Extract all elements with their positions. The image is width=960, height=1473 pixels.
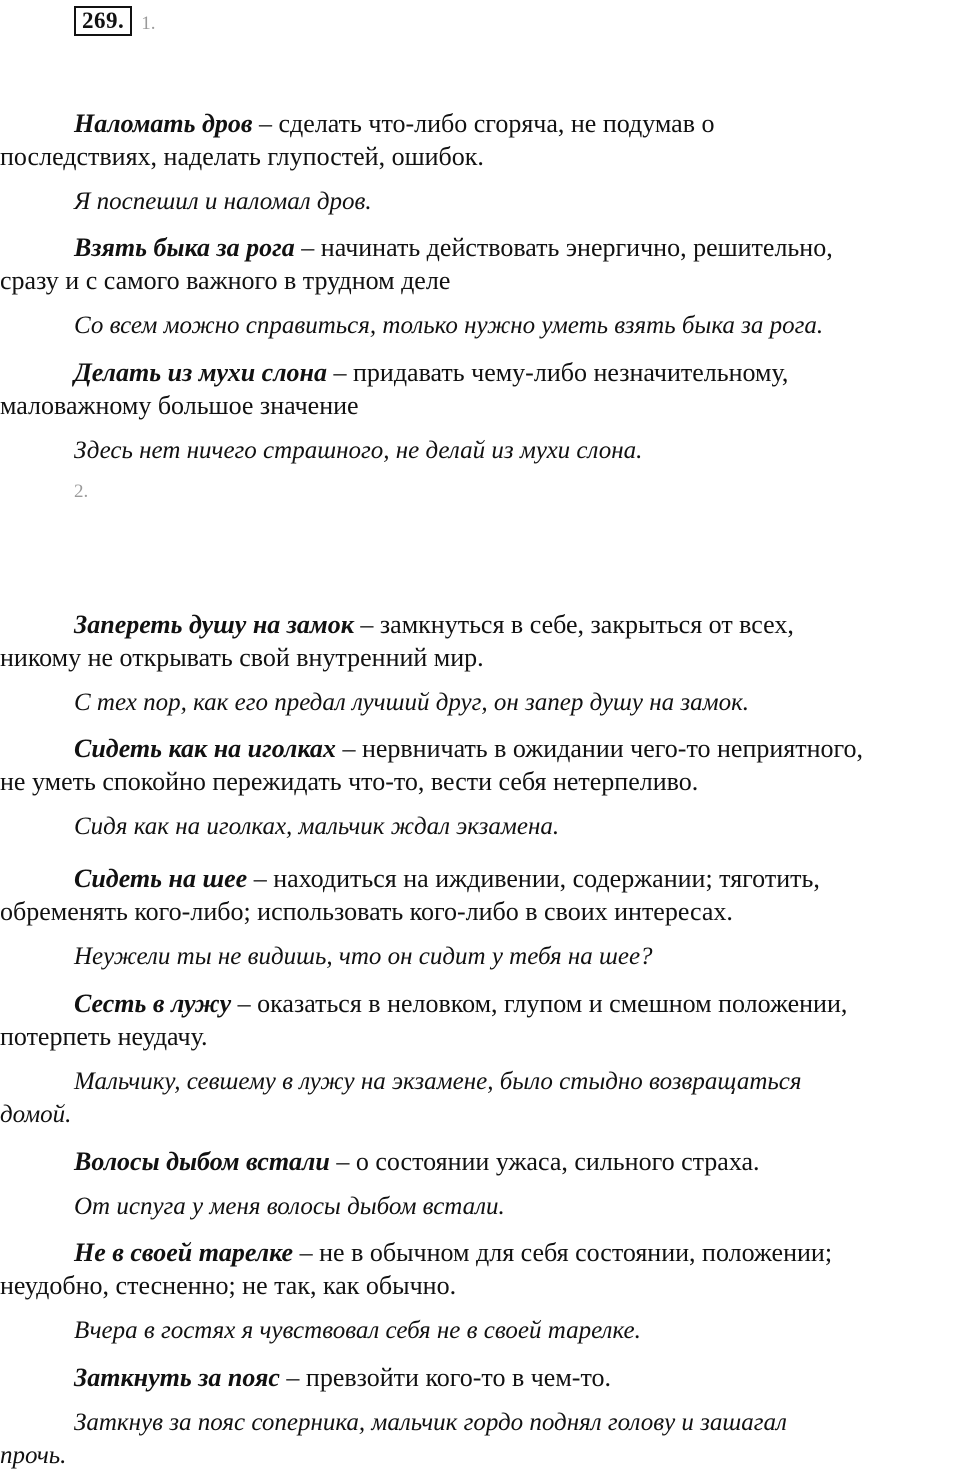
- idiom-term: Заткнуть за пояс: [74, 1363, 280, 1392]
- definition-text: – сделать что-либо сгоряча, не подумав о: [252, 109, 715, 138]
- definition-text-cont: последствиях, наделать глупостей, ошибок.: [0, 142, 484, 171]
- definition-text: – находиться на иждивении, содержании; тяготить,: [247, 864, 820, 893]
- definition-text-cont: никому не открывать свой внутренний мир.: [0, 643, 484, 672]
- exercise-header: [74, 6, 156, 36]
- idiom-entry: [0, 732, 960, 843]
- example-text-cont: домой.: [0, 1101, 72, 1128]
- part-2-marker: 2.: [74, 481, 89, 502]
- idiom-definition: [0, 987, 960, 1053]
- definition-text-cont: обременять кого-либо; использовать кого-либо в своих интересах.: [0, 897, 733, 926]
- idiom-term: Волосы дыбом встали: [74, 1147, 330, 1176]
- definition-text: – о состоянии ужаса, сильного страха.: [329, 1147, 760, 1176]
- idiom-example: Сидя как на иголках, мальчик ждал экзамена.: [74, 813, 560, 840]
- idiom-term: Сесть в лужу: [74, 989, 232, 1018]
- example-text-cont: прочь.: [0, 1442, 67, 1469]
- idiom-entry: [0, 231, 960, 342]
- idiom-entry: [0, 1145, 960, 1223]
- exercise-number-box: 269.: [74, 6, 132, 36]
- definition-text-cont: потерпеть неудачу.: [0, 1022, 208, 1051]
- idiom-example: С тех пор, как его предал лучший друг, он запер душу на замок.: [74, 689, 750, 716]
- idiom-example: Вчера в гостях я чувствовал себя не в своей тарелке.: [74, 1317, 641, 1344]
- idiom-definition: [0, 231, 960, 297]
- idiom-example: [0, 1406, 960, 1472]
- idiom-entry: [0, 1236, 960, 1347]
- idiom-entry: [0, 862, 960, 973]
- definition-text: – замкнуться в себе, закрыться от всех,: [353, 610, 794, 639]
- definition-text: – не в обычном для себя состоянии, положении;: [293, 1238, 833, 1267]
- idiom-term: Сидеть на шее: [74, 864, 248, 893]
- idiom-entry: [0, 1361, 960, 1472]
- idiom-example: Неужели ты не видишь, что он сидит у тебя на шее?: [74, 943, 653, 970]
- example-text: Заткнув за пояс соперника, мальчик гордо поднял голову и зашагал: [74, 1409, 787, 1436]
- idiom-term: Сидеть как на иголках: [74, 734, 336, 763]
- idiom-example: [0, 1065, 960, 1131]
- definition-text: – начинать действовать энергично, решительно,: [294, 233, 833, 262]
- idiom-term: Не в своей тарелке: [74, 1238, 294, 1267]
- definition-text: – нервничать в ожидании чего-то неприятного,: [335, 734, 864, 763]
- part-1-marker: 1.: [141, 13, 156, 34]
- idiom-definition: [0, 862, 960, 928]
- definition-text-cont: сразу и с самого важного в трудном деле: [0, 266, 451, 295]
- definition-text-cont: неудобно, стесненно; не так, как обычно.: [0, 1271, 457, 1300]
- idiom-term: Делать из мухи слона: [74, 358, 327, 387]
- idiom-entry: [0, 608, 960, 719]
- definition-text: – оказаться в неловком, глупом и смешном положении,: [231, 989, 848, 1018]
- idiom-definition: [0, 608, 960, 674]
- idiom-example: Здесь нет ничего страшного, не делай из мухи слона.: [74, 437, 643, 464]
- idiom-definition: [0, 1361, 960, 1394]
- idiom-entry: [0, 987, 960, 1131]
- definition-text-cont: маловажному большое значение: [0, 391, 359, 420]
- idiom-term: Запереть душу на замок: [74, 610, 354, 639]
- idiom-definition: [0, 356, 960, 422]
- example-text: Мальчику, севшему в лужу на экзамене, было стыдно возвращаться: [74, 1068, 802, 1095]
- idiom-term: Наломать дров: [74, 109, 253, 138]
- idiom-definition: [0, 1236, 960, 1302]
- idiom-definition: [0, 732, 960, 798]
- idiom-definition: [0, 107, 960, 173]
- idiom-definition: [0, 1145, 960, 1178]
- idiom-example: Со всем можно справиться, только нужно уметь взять быка за рога.: [74, 312, 824, 339]
- definition-text: – превзойти кого-то в чем-то.: [279, 1363, 611, 1392]
- definition-text-cont: не уметь спокойно пережидать что-то, вести себя нетерпеливо.: [0, 767, 699, 796]
- idiom-example: Я поспешил и наломал дров.: [74, 188, 372, 215]
- idiom-entry: [0, 356, 960, 467]
- idiom-example: От испуга у меня волосы дыбом встали.: [74, 1193, 505, 1220]
- idiom-term: Взять быка за рога: [74, 233, 295, 262]
- idiom-entry: [0, 107, 960, 218]
- definition-text: – придавать чему-либо незначительному,: [327, 358, 789, 387]
